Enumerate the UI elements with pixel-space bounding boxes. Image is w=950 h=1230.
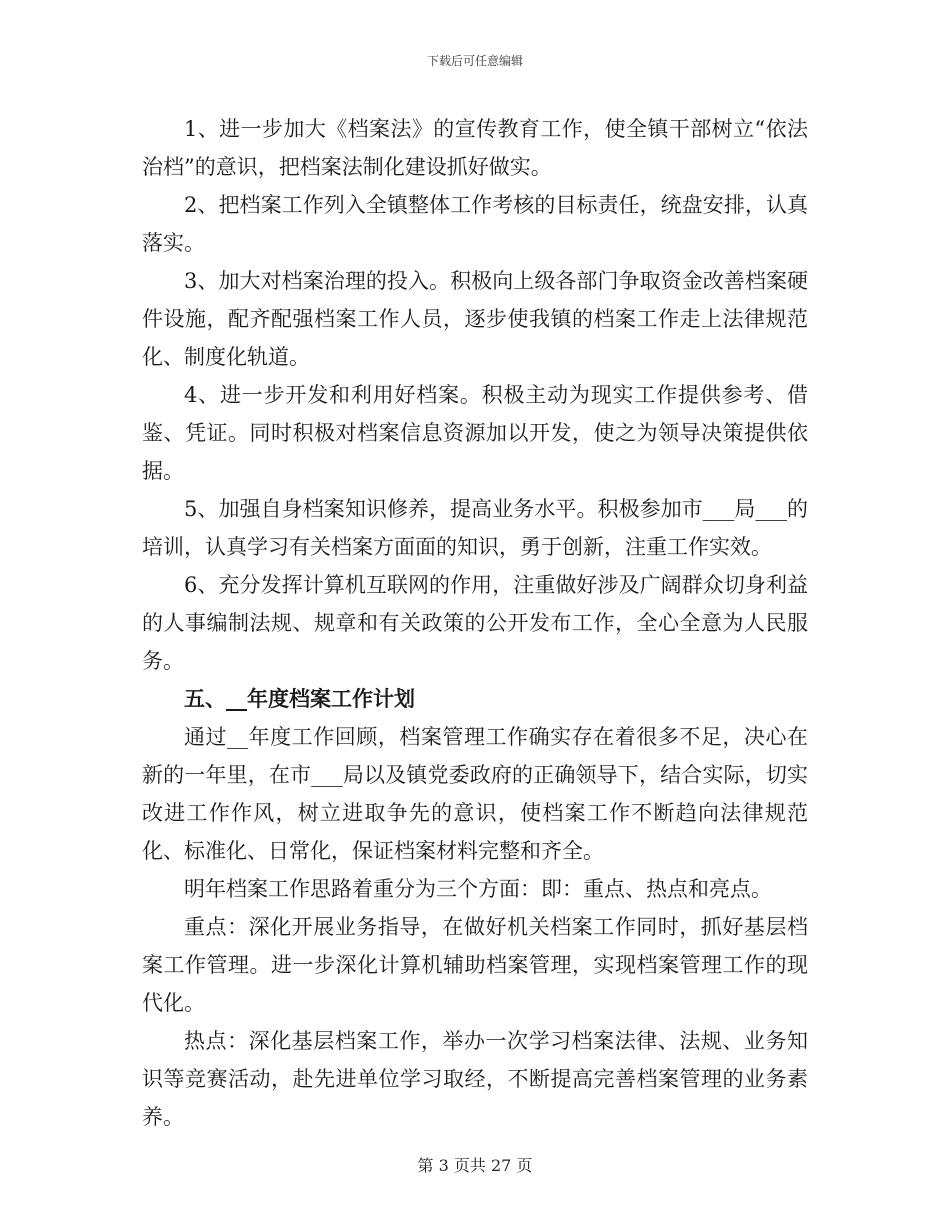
list-item-4: 4、进一步开发和利用好档案。积极主动为现实工作提供参考、借鉴、凭证。同时积极对档案信息资源加以开发，使之为领导决策提供依据。 (142, 383, 808, 483)
list-item-1: 1、进一步加大《档案法》的宣传教育工作，使全镇干部树立“依法治档”的意识，把档案法制化建设抓好做实。 (142, 117, 808, 179)
paragraph-plan-overview: 明年档案工作思路着重分为三个方面：即：重点、热点和亮点。 (184, 877, 772, 901)
paragraph-focus: 重点：深化开展业务指导，在做好机关档案工作同时，抓好基层档案工作管理。进一步深化计算机辅助档案管理，实现档案管理工作的现代化。 (142, 915, 808, 1015)
list-item-3: 3、加大对档案治理的投入。积极向上级各部门争取资金改善档案硬件设施，配齐配强档案工作人员，逐步使我镇的档案工作走上法律规范化、制度化轨道。 (142, 269, 808, 369)
page-number: 第 3 页共 27 页 (417, 1156, 533, 1175)
paragraph-hotspot: 热点：深化基层档案工作，举办一次学习档案法律、法规、业务知识等竞赛活动，赴先进单位学习取经，不断提高完善档案管理的业务素养。 (142, 1029, 808, 1129)
paragraph-review: 通过__年度工作回顾，档案管理工作确实存在着很多不足，决心在新的一年里，在市___局以及镇党委政府的正确领导下，结合实际，切实改进工作作风，树立进取争先的意识，使档案工作不断趋向法律规范化、标准化、日常化，保证档案材料完整和齐全。 (142, 725, 808, 863)
document-body (142, 110, 808, 1136)
list-item-6: 6、充分发挥计算机互联网的作用，注重做好涉及广阔群众切身利益的人事编制法规、规章和有关政策的公开发布工作，全心全意为人民服务。 (142, 573, 808, 673)
page-header: 下载后可任意编辑 (426, 54, 523, 68)
list-item-2: 2、把档案工作列入全镇整体工作考核的目标责任，统盘安排，认真落实。 (142, 193, 808, 255)
section-heading: 五、__年度档案工作计划 (184, 687, 415, 711)
list-item-5: 5、加强自身档案知识修养，提高业务水平。积极参加市___局___的培训，认真学习有关档案方面面的知识，勇于创新，注重工作实效。 (142, 497, 808, 559)
